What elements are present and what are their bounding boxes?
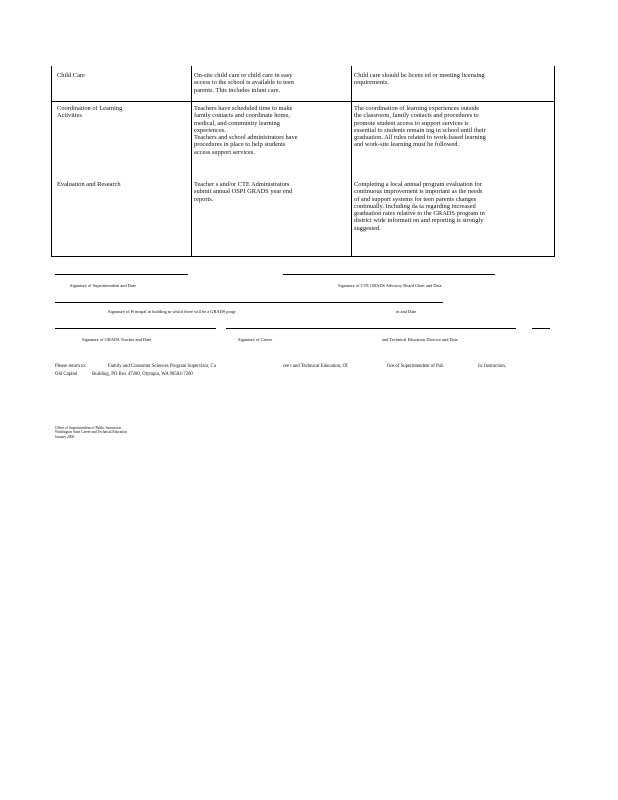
signature-caption-grads-teacher: Signature of GRADS Teacher and Date xyxy=(82,337,152,342)
table-cell-notes: The coordination of learning experiences outside the classroom, family contacts and procedures to promote student access to support services is essential to students remain ing in school until their graduation. All rules related to work-based learning and work-site learning must be followed. xyxy=(354,105,486,149)
signature-line-advisory-chair[interactable] xyxy=(283,274,495,275)
table-column-divider xyxy=(191,66,192,256)
table-row-divider xyxy=(52,101,554,102)
table-cell-component: Evaluation and Research xyxy=(57,181,121,188)
signature-caption-principal: Signature of Principal in building in which there will be a GRADS progr xyxy=(108,309,236,314)
table-cell-standard: Teacher s and/or CTE Administrators submit annual OSPI GRADS year end reports. xyxy=(194,181,293,203)
signature-caption-principal-tail: m and Date xyxy=(396,309,417,314)
table-cell-notes: Child care should be licens ed or meeting licensing requirements. xyxy=(354,72,485,87)
return-to-line2-part-a: Old Capitol xyxy=(55,372,78,377)
signature-caption-cte-director: and Technical Education Director and Date xyxy=(382,337,458,342)
table-cell-standard: Teachers have scheduled time to make family contacts and coordinate home, medical, and community learning experiences. Teachers and school administrators have procedures in place to help students access support services. xyxy=(194,105,298,156)
signature-caption-superintendent: Signature of Superintendent and Date xyxy=(70,283,137,288)
signature-caption-career: Signature of Career xyxy=(238,337,273,342)
return-to-label: Please return to: xyxy=(55,364,87,369)
signature-line-superintendent[interactable] xyxy=(55,274,188,275)
table-cell-notes: Completing a local annual program evaluation for continuous improvement is important as the needs of and support systems for teen parents changes continually. Including da ta regarding increased graduation rates relative to the GRADS program in district wide informati on and reporting is strongly suggested. xyxy=(354,181,485,232)
document-footer: Office of Superintendent of Public Instruction Washington State Career and Technical Education January 2006 xyxy=(55,426,127,439)
return-to-line1-part-a: Family and Consumer Sciences Program Supervisor, Ca xyxy=(108,364,216,369)
signature-line-grads-teacher[interactable] xyxy=(55,328,216,329)
table-cell-component: Child Care xyxy=(57,72,85,79)
signature-line-extension xyxy=(532,328,550,329)
signature-line-principal[interactable] xyxy=(55,302,443,303)
table-cell-component: Coordination of Learning Activities xyxy=(57,105,123,120)
signature-line-cte-director[interactable] xyxy=(226,328,516,329)
return-to-line1-part-d: lic Instruction, xyxy=(478,364,506,369)
signature-caption-advisory-chair: Signature of CTE GRADS Advisory Board Chair and Date xyxy=(338,283,442,288)
program-standards-table xyxy=(51,66,555,257)
table-column-divider xyxy=(351,66,352,256)
return-to-line1-part-b: ree r and Technical Education, Of xyxy=(283,364,348,369)
return-to-line1-part-c: fice of Superintendent of Pub xyxy=(387,364,444,369)
return-to-line2-part-b: Building, PO Box 47200, Olympia, WA 98504-7200 xyxy=(92,372,193,377)
table-cell-standard: On-site child care or child care in easy access to the school is available to teen parents. This includes infant care. xyxy=(194,72,294,94)
